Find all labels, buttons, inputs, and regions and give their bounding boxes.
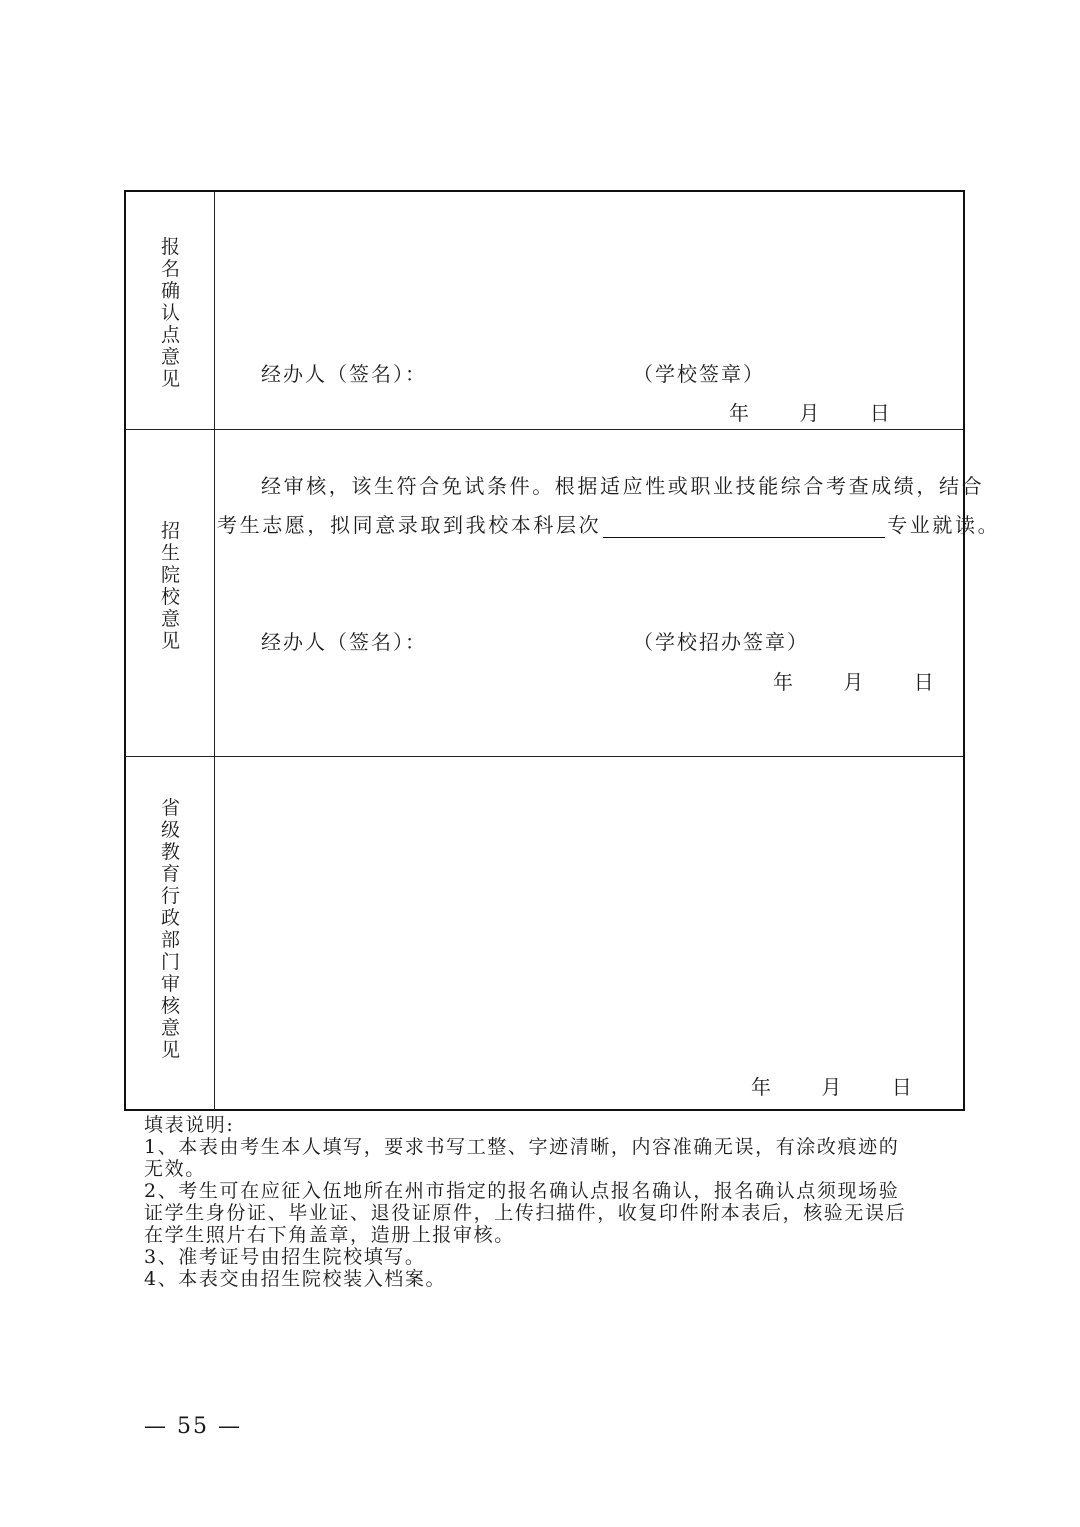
date-day: 日 [869,401,892,425]
date-day: 日 [891,1075,914,1099]
instructions-title: 填表说明: [144,1114,235,1136]
provincial-education-content-cell [215,757,963,1111]
provincial-education-label: 省 级 教 育 行 政 部 门 审 核 意 见 [160,797,180,1061]
registration-point-label-cell [126,192,215,429]
instruction-line: 1、本表由考生本人填写，要求书写工整、字迹清晰，内容准确无误，有涂改痕迹的 [144,1136,900,1158]
major-blank-line [603,515,885,538]
review-paragraph-line2-suffix: 专业就读。 [887,513,1001,537]
date-year: 年 [773,670,795,694]
date-month: 月 [843,670,866,694]
instruction-line: 无效。 [144,1158,206,1180]
date-line [729,397,892,426]
review-paragraph-line1: 经审核，该生符合免试条件。根据适应性或职业技能综合考查成绩，结合 [261,474,985,498]
instruction-line: 4、本表交由招生院校装入档案。 [144,1268,447,1290]
school-seal-label: （学校签章） [633,362,765,386]
handler-signature-label: 经办人（签名）： [261,362,427,386]
review-paragraph-line2-prefix: 考生志愿，拟同意录取到我校本科层次 [217,513,602,537]
date-line [773,666,936,695]
registration-point-label: 报 名 确 认 点 意 见 [160,236,180,390]
registration-point-opinion-row [126,192,963,430]
form-instructions [144,1114,954,1290]
date-year: 年 [729,401,751,425]
review-paragraph-line2 [217,509,1000,538]
provincial-education-label-cell [126,757,215,1111]
admission-school-label-cell [126,430,215,756]
admission-school-opinion-row [126,430,1001,757]
admission-office-seal-label: （学校招办签章） [633,630,809,654]
instruction-line: 2、考生可在应征入伍地所在州市指定的报名确认点报名确认，报名确认点须现场验 [144,1180,900,1202]
handler-signature-label-2: 经办人（签名）： [261,630,427,654]
instruction-line: 在学生照片右下角盖章，造册上报审核。 [144,1224,515,1246]
date-year: 年 [751,1075,773,1099]
page-number: — 55 — [144,1414,242,1439]
registration-point-content-cell [215,192,963,429]
instruction-line: 证学生身份证、毕业证、退役证原件，上传扫描件，收复印件附本表后，核验无误后 [144,1202,907,1224]
opinion-form-table [124,190,1001,1111]
admission-school-content-cell [215,430,1001,756]
admission-school-label: 招 生 院 校 意 见 [160,520,180,652]
date-line [751,1071,914,1100]
instruction-line: 3、准考证号由招生院校填写。 [144,1246,426,1268]
date-month: 月 [821,1075,844,1099]
provincial-education-opinion-row [126,757,963,1111]
date-day: 日 [913,670,936,694]
date-month: 月 [799,401,822,425]
